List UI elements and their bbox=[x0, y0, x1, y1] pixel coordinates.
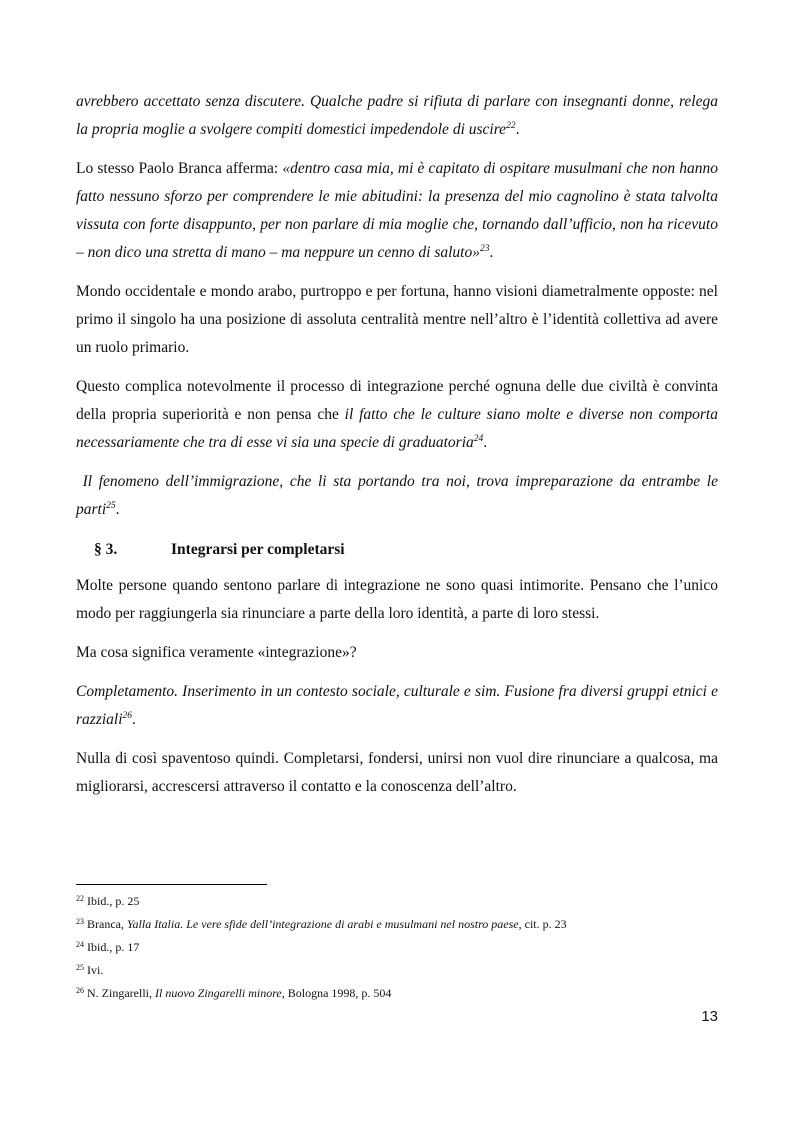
page-number: 13 bbox=[701, 1008, 718, 1025]
page-body bbox=[76, 88, 722, 812]
paragraph-7: Ma cosa significa veramente «integrazione»? bbox=[76, 644, 357, 661]
footnote-ref-24[interactable]: 24 bbox=[473, 434, 484, 444]
footnote-26: $^{26}$ N. Zingarelli, Il nuovo Zingarelli minore, Bologna 1998, p. 504 bbox=[76, 986, 392, 1000]
paragraph-2: Lo stesso Paolo Branca afferma: «dentro casa mia, mi è capitato di ospitare musulmani che non hanno fatto nessuno sforzo per comprendere le mie abitudini: la presenza del mio cagnolino è stata talvolta vissuta con forte disappunto, per non parlare di mia moglie che, tornando dall’ufficio, non ha ricevuto – non dico una stretta di mano – ma neppure un cenno di saluto»$^{23}$. bbox=[76, 160, 718, 261]
section-number: § 3. bbox=[94, 541, 118, 558]
paragraph-6: Molte persone quando sentono parlare di integrazione ne sono quasi intimorite. Pensano che l’unico modo per raggiungerla sia rinunciare a parte della loro identità, a parte di loro stessi. bbox=[76, 577, 718, 622]
footnote-ref-23[interactable]: 23 bbox=[479, 244, 490, 254]
footnote-25: $^{25}$ Ivi. bbox=[76, 963, 104, 977]
footnote-23: $^{23}$ Branca, Yalla Italia. Le vere sfide dell’integrazione di arabi e musulmani nel nostro paese, cit. p. 23 bbox=[76, 917, 567, 931]
paragraph-1: avrebbero accettato senza discutere. Qualche padre si rifiuta di parlare con insegnanti donne, relega la propria moglie a svolgere compiti domestici impedendole di uscire$^{22}$. bbox=[76, 93, 718, 138]
section-title: Integrarsi per completarsi bbox=[171, 541, 345, 558]
paragraph-3: Mondo occidentale e mondo arabo, purtroppo e per fortuna, hanno visioni diametralmente opposte: nel primo il singolo ha una posizione di assoluta centralità mentre nell’altro è l’identità collettiva ad avere un ruolo primario. bbox=[76, 283, 718, 356]
paragraph-9: Nulla di così spaventoso quindi. Completarsi, fondersi, unirsi non vuol dire rinunciare a qualcosa, ma migliorarsi, accrescersi attraverso il contatto e la conoscenza dell’altro. bbox=[76, 750, 718, 795]
footnotes bbox=[76, 890, 718, 1005]
footnote-separator bbox=[76, 884, 267, 885]
footnote-ref-26[interactable]: 26 bbox=[122, 711, 133, 721]
footnote-ref-22[interactable]: 22 bbox=[506, 121, 516, 131]
footnote-ref-25[interactable]: 25 bbox=[106, 501, 116, 511]
section-heading bbox=[94, 536, 718, 564]
footnote-22: $^{22}$ Ibid., p. 25 bbox=[76, 894, 140, 908]
paragraph-8: Completamento. Inserimento in un contesto sociale, culturale e sim. Fusione fra diversi gruppi etnici e razziali$^{26}$. bbox=[76, 683, 718, 728]
paragraph-4: Questo complica notevolmente il processo di integrazione perché ognuna delle due civiltà è convinta della propria superiorità e non pensa che il fatto che le culture siano molte e diverse non comporta necessariamente che tra di esse vi sia una specie di graduatoria$^{24}$. bbox=[76, 378, 718, 451]
footnote-24: $^{24}$ Ibid., p. 17 bbox=[76, 940, 140, 954]
paragraph-5: Il fenomeno dell’immigrazione, che li sta portando tra noi, trova impreparazione da entrambe le parti$^{25}$. bbox=[76, 473, 722, 518]
